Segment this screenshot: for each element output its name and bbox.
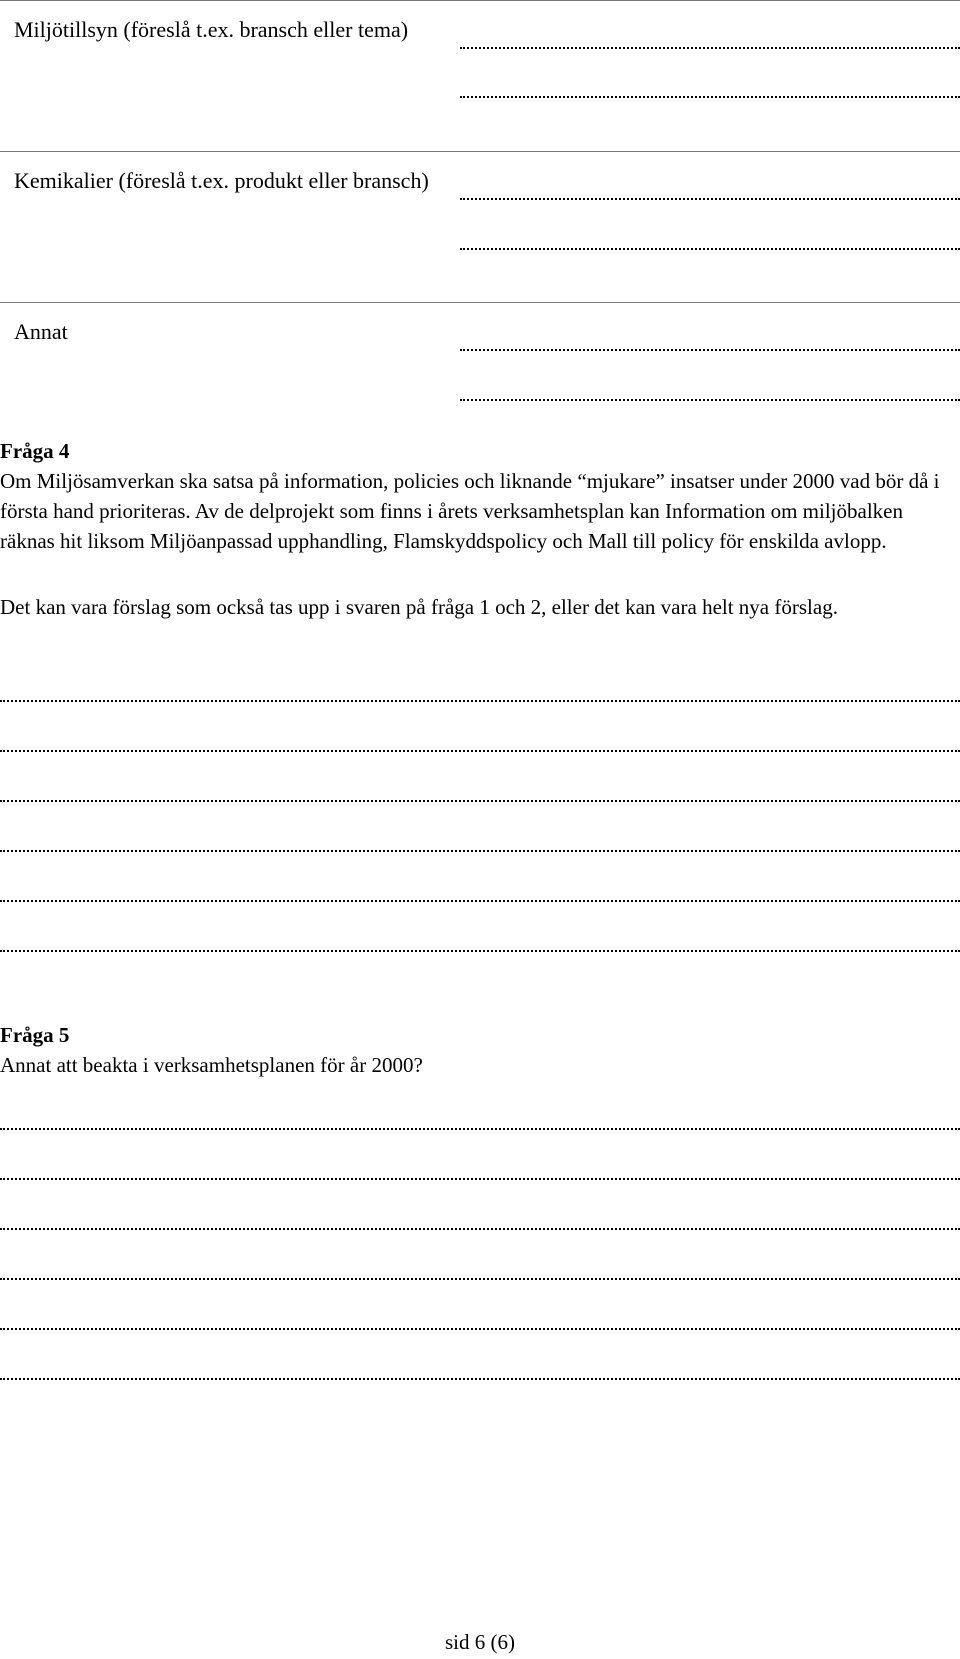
answer-line[interactable] [0, 1178, 960, 1180]
answer-line[interactable] [0, 1378, 960, 1380]
answer-line[interactable] [460, 96, 960, 98]
answer-line[interactable] [460, 399, 960, 401]
table-row-divider [0, 302, 960, 303]
table-top-border [0, 0, 960, 1]
answer-line[interactable] [460, 47, 960, 49]
fraga-4-note: Det kan vara förslag som också tas upp i svaren på fråga 1 och 2, eller det kan vara helt nya förslag. [0, 595, 838, 619]
fraga-5-heading: Fråga 5 [0, 1023, 70, 1047]
answer-line[interactable] [0, 900, 960, 902]
answer-line[interactable] [460, 248, 960, 250]
answer-line[interactable] [0, 850, 960, 852]
answer-line[interactable] [0, 950, 960, 952]
fraga-5-question: Annat att beakta i verksamhetsplanen för år 2000? [0, 1053, 423, 1077]
row-label-annat: Annat [14, 319, 68, 344]
answer-line[interactable] [0, 800, 960, 802]
row-label-miljotillsyn: Miljötillsyn (föreslå t.ex. bransch eller tema) [14, 17, 409, 42]
answer-line[interactable] [0, 1278, 960, 1280]
answer-line[interactable] [0, 1228, 960, 1230]
fraga-4-description: Om Miljösamverkan ska satsa på information, policies och liknande “mjukare” insatser under 2000 vad bör då i första hand prioriteras. Av de delprojekt som finns i årets verksamhetsplan kan Information om miljöbalken räknas hit liksom Miljöanpassad upphandling, Flamskyddspolicy och Mall till policy för enskilda avlopp. [0, 469, 940, 553]
answer-line[interactable] [0, 750, 960, 752]
answer-line[interactable] [460, 198, 960, 200]
page-number: sid 6 (6) [445, 1630, 515, 1654]
answer-line[interactable] [0, 1128, 960, 1130]
row-label-kemikalier: Kemikalier (föreslå t.ex. produkt eller bransch) [14, 168, 429, 193]
fraga-4-heading: Fråga 4 [0, 439, 70, 463]
answer-line[interactable] [460, 349, 960, 351]
table-row-divider [0, 151, 960, 152]
answer-line[interactable] [0, 700, 960, 702]
answer-line[interactable] [0, 1328, 960, 1330]
